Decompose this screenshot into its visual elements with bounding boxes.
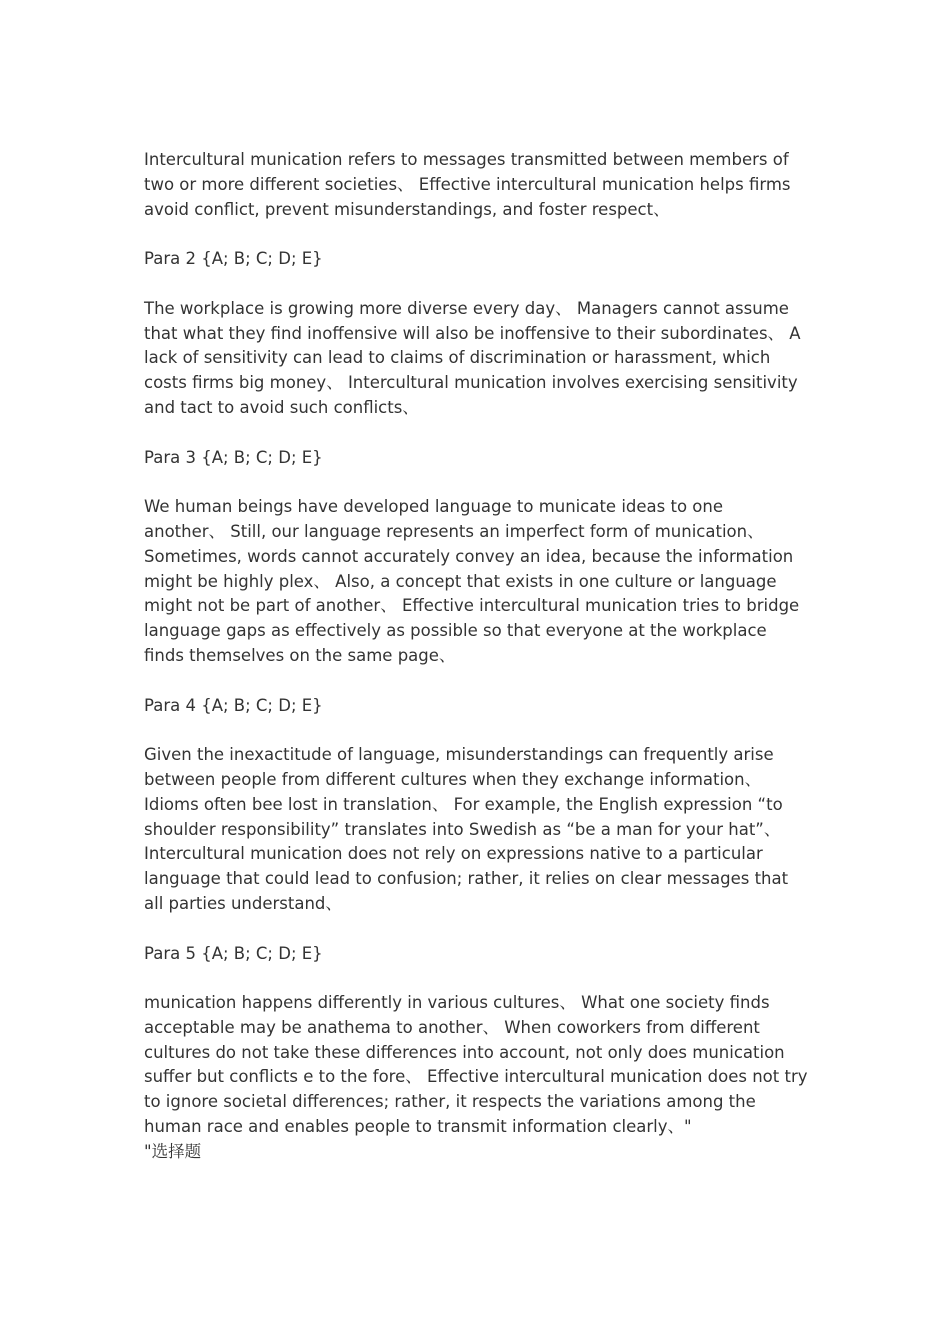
paragraph-2: The workplace is growing more diverse every day、 Managers cannot assume that what they find inoffensive will also be inoffensive to their subordinates、 A lack of sensitivity can lead to claims of discrimination or harassment, which costs firms big money、 Intercultural munication involves exercising sensitivity and tact to avoid such conflicts、 xyxy=(144,298,801,417)
paragraph-4: Given the inexactitude of language, misunderstandings can frequently arise between people from different cultures when they exchange information、 Idioms often bee lost in translation、 For example, the English expression “to shoulder responsibility” translates into Swedish as “be a man for your hat”、 Intercultural munication does not rely on expressions native to a particular language that could lead to confusion; rather, it relies on clear messages that all parties understand、 xyxy=(144,745,789,913)
document-body xyxy=(144,148,808,1165)
paragraph-1: Intercultural munication refers to messages transmitted between members of two or more different societies、 Effective intercultural munication helps firms avoid conflict, prevent misunderstandings, and foster respect、 xyxy=(144,150,791,219)
paragraph-5: munication happens differently in various cultures、 What one society finds acceptable may be anathema to another、 When coworkers from different cultures do not take these differences into account, not only does munication suffer but conflicts e to the fore、 Effective intercultural munication does not try to ignore societal differences; rather, it respects the variations among the human race and enables people to transmit information clearly、" xyxy=(144,993,808,1137)
paragraph-3-label: Para 3 {A; B; C; D; E} xyxy=(144,447,323,467)
paragraph-2-label: Para 2 {A; B; C; D; E} xyxy=(144,249,323,269)
paragraph-3: We human beings have developed language to municate ideas to one another、 Still, our language represents an imperfect form of munication、 Sometimes, words cannot accurately convey an idea, because the information might be highly plex、 Also, a concept that exists in one culture or language might not be part of another、 Effective intercultural munication tries to bridge language gaps as effectively as possible so that everyone at the workplace finds themselves on the same page、 xyxy=(144,497,800,665)
paragraph-4-label: Para 4 {A; B; C; D; E} xyxy=(144,695,323,715)
question-type-label: "选择题 xyxy=(144,1141,202,1161)
paragraph-5-label: Para 5 {A; B; C; D; E} xyxy=(144,943,323,963)
